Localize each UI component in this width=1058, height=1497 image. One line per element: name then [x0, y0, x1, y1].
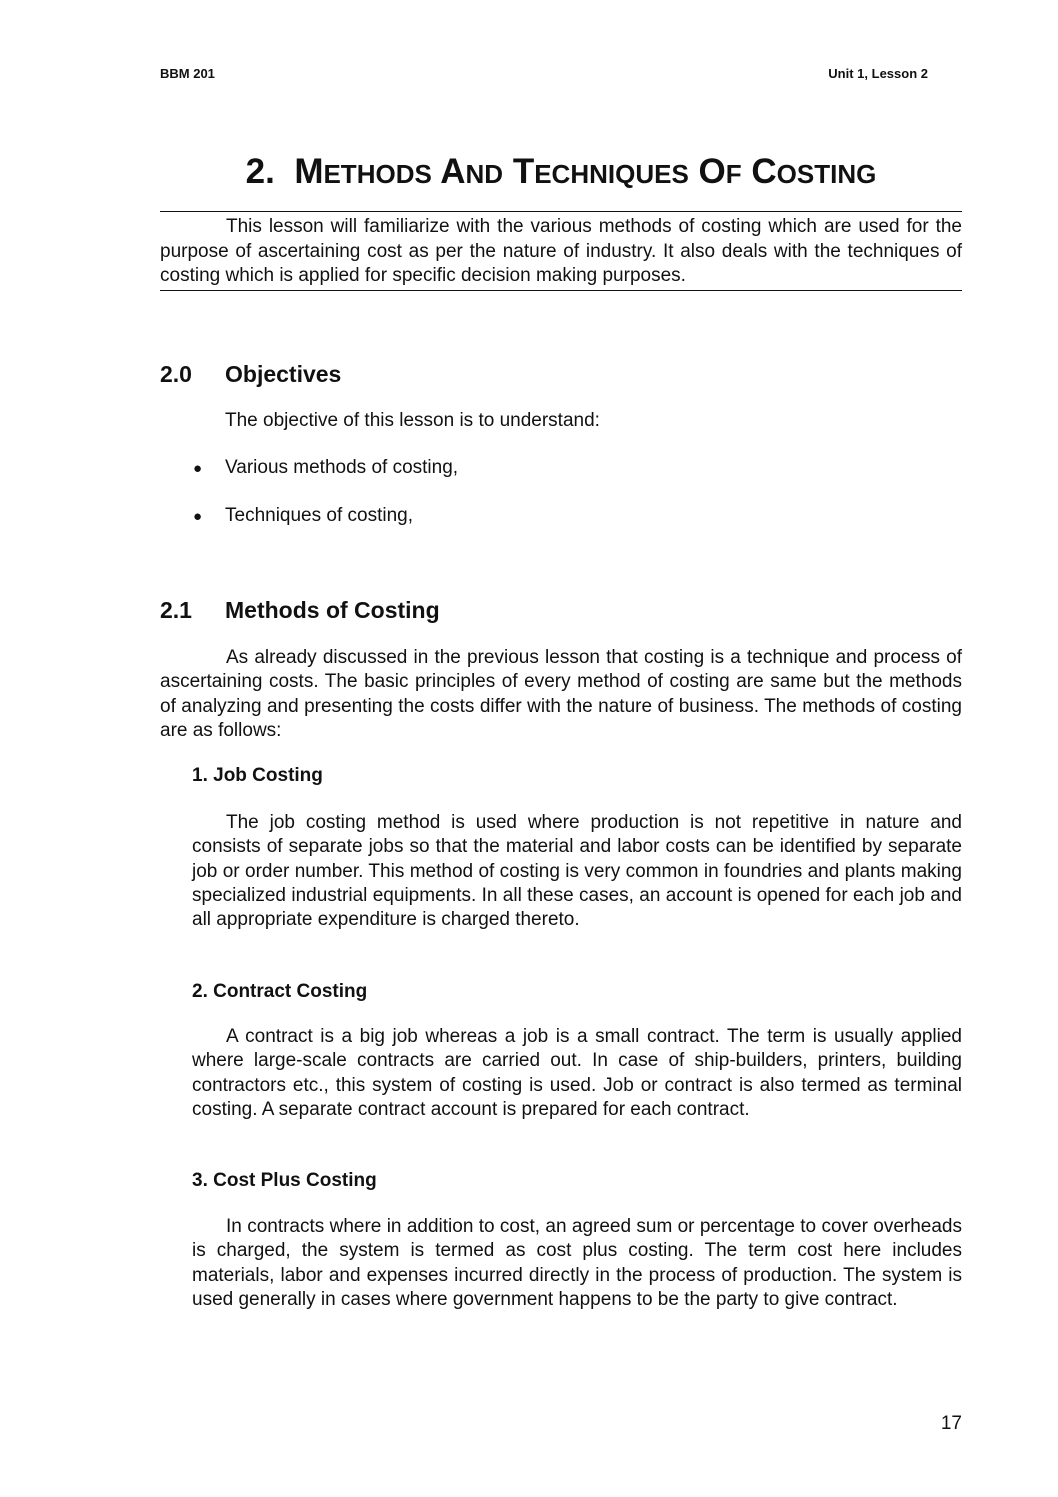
job-costing-heading: 1. Job Costing [192, 765, 323, 786]
methods-title: Methods of Costing [225, 597, 440, 623]
cost-plus-costing-text: In contracts where in addition to cost, an agreed sum or percentage to cover overheads is charged, the system is termed as cost plus costing. The term cost here includes materials, labor and expenses incurred directly in the process of production. The system is used generally in cases where government happens to be the party to give contract. [192, 1216, 962, 1310]
title-word: TECHNIQUES [512, 152, 689, 191]
cost-plus-costing-heading: 3. Cost Plus Costing [192, 1170, 377, 1191]
contract-costing-text: A contract is a big job whereas a job is a small contract. The term is usually applied where large-scale contracts are carried out. In case of ship-builders, printers, building contractors etc., this system of costing is used. Job or contract is also termed as terminal costing. A separate contract account is prepared for each contract. [192, 1026, 962, 1120]
intro-bottom-rule [160, 290, 962, 291]
list-item [193, 456, 458, 481]
contract-costing-heading: 2. Contract Costing [192, 981, 368, 1002]
bullet-icon: ● [193, 508, 203, 525]
intro-paragraph: This lesson will familiarize with the various methods of costing which are used for the purpose of ascertaining cost as per the nature of industry. It also deals with the techniques of costing which is applied for specific decision making purposes. [160, 216, 962, 286]
job-costing-text: The job costing method is used where production is not repetitive in nature and consists of separate jobs so that the material and labor costs can be identified by separate job or order number. This method of costing is very common in foundries and plants making specialized industrial equipments. In all these cases, an account is opened for each job and all appropriate expenditure is charged thereto. [192, 812, 962, 931]
methods-intro: As already discussed in the previous lesson that costing is a technique and process of ascertaining costs. The basic principles of every method of costing are same but the methods of analyzing and presenting the costs differ with the nature of business. The methods of costing are as follows: [160, 647, 962, 741]
bullet-icon: ● [193, 460, 203, 477]
objectives-lead: The objective of this lesson is to understand: [225, 410, 600, 431]
intro-top-rule [160, 211, 962, 212]
bullet-text: Various methods of costing, [225, 457, 459, 478]
bullet-text: Techniques of costing, [225, 505, 414, 526]
page-number: 17 [940, 1413, 962, 1434]
title-number: 2. [245, 152, 275, 191]
objectives-heading [160, 360, 341, 388]
objectives-title: Objectives [225, 361, 342, 387]
title-word: AND [440, 152, 504, 191]
title-word: OF [698, 152, 742, 191]
page-title [160, 150, 962, 196]
methods-number: 2.1 [160, 597, 192, 623]
header-unit-lesson: Unit 1, Lesson 2 [828, 66, 928, 81]
title-word: METHODS [294, 152, 432, 191]
header-course-code: BBM 201 [160, 66, 215, 81]
title-word: COSTING [751, 152, 877, 191]
objectives-number: 2.0 [160, 361, 192, 387]
list-item [193, 504, 413, 529]
methods-heading [160, 596, 440, 624]
